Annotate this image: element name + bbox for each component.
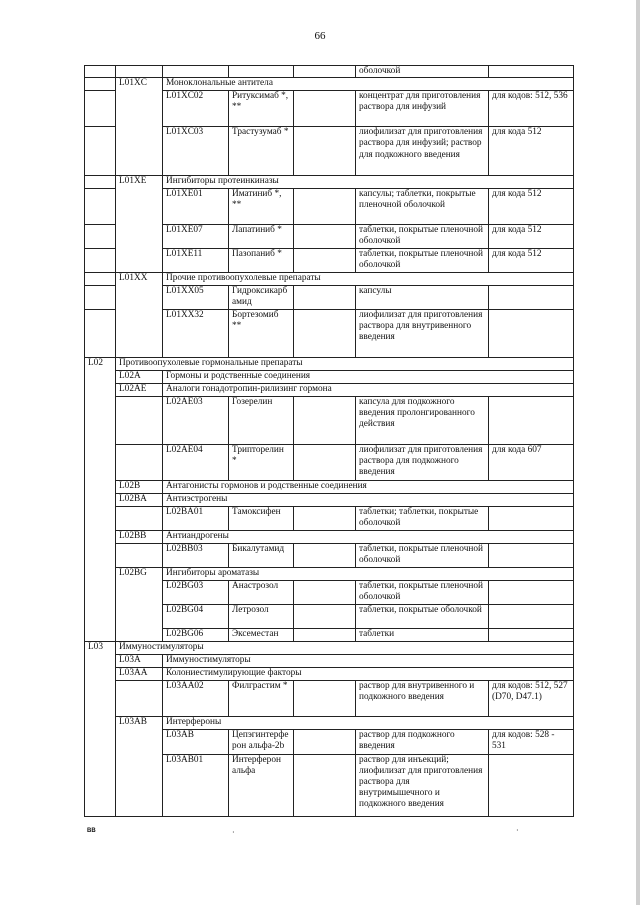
indication-codes-cell: для кода 512 xyxy=(489,225,574,249)
dosage-form-cell: капсулы xyxy=(356,286,489,309)
level2-code-cell: L01XE xyxy=(116,176,163,273)
table-row xyxy=(85,370,574,383)
drug-name-cell: Анастрозол xyxy=(229,580,294,604)
empty-cell xyxy=(85,66,116,78)
drug-name-cell: Ритуксимаб *, ** xyxy=(229,91,294,127)
empty-cell xyxy=(294,754,356,816)
table-row xyxy=(85,176,574,189)
level1-name-cell: Иммуностимуляторы xyxy=(116,641,574,654)
dosage-form-cell: таблетки, покрытые пленочной оболочкой xyxy=(356,249,489,273)
indication-codes-cell xyxy=(489,66,574,78)
table-row xyxy=(85,493,574,506)
dosage-form-cell: лиофилизат для приготовления раствора для инфузий; раствор для подкожного введения xyxy=(356,127,489,176)
dosage-form-cell: лиофилизат для приготовления раствора для подкожного введения xyxy=(356,444,489,480)
dosage-form-cell: оболочкой xyxy=(356,66,489,78)
drug-name-cell: Гидроксикарбамид xyxy=(229,286,294,309)
dosage-form-cell: таблетки, покрытые пленочной оболочкой xyxy=(356,543,489,567)
empty-cell xyxy=(294,506,356,530)
indication-codes-cell: для кода 512 xyxy=(489,127,574,176)
dosage-form-cell: капсулы; таблетки, покрытые пленочной оболочкой xyxy=(356,189,489,225)
drug-name-cell: Пазопаниб * xyxy=(229,249,294,273)
level2-name-cell: Прочие противоопухолевые препараты xyxy=(163,273,574,286)
atc-code-cell: L01XX05 xyxy=(163,286,229,309)
level2-code-cell: L01XX xyxy=(116,273,163,357)
empty-cell xyxy=(294,680,356,716)
level2-name-cell: Ингибиторы ароматазы xyxy=(163,567,574,580)
level2-name-cell: Гормоны и родственные соединения xyxy=(163,370,574,383)
table-row xyxy=(85,716,574,729)
atc-code-cell: L01XC02 xyxy=(163,91,229,127)
level2-name-cell: Иммуностимуляторы xyxy=(163,654,574,667)
empty-cell xyxy=(116,543,163,567)
level1-code-cell: L03 xyxy=(85,641,116,816)
empty-cell xyxy=(85,78,116,91)
level2-name-cell: Колониестимулирующие факторы xyxy=(163,667,574,680)
empty-cell xyxy=(294,249,356,273)
indication-codes-cell: для кода 512 xyxy=(489,189,574,225)
dosage-form-cell: раствор для подкожного введения xyxy=(356,729,489,754)
level2-name-cell: Интерфероны xyxy=(163,716,574,729)
dosage-form-cell: капсула для подкожного введения пролонгированного действия xyxy=(356,396,489,444)
atc-code-cell: L02BG03 xyxy=(163,580,229,604)
dosage-form-cell: раствор для внутривенного и подкожного введения xyxy=(356,680,489,716)
dosage-form-cell: таблетки xyxy=(356,628,489,641)
atc-code-cell: L03AB01 xyxy=(163,754,229,816)
indication-codes-cell: для кодов: 512, 536 xyxy=(489,91,574,127)
atc-code-cell: L03AB xyxy=(163,729,229,754)
table-row xyxy=(85,383,574,396)
empty-cell xyxy=(116,66,163,78)
indication-codes-cell xyxy=(489,543,574,567)
drug-name-cell: Трастузумаб * xyxy=(229,127,294,176)
empty-cell xyxy=(85,249,116,273)
level2-code-cell: L03A xyxy=(116,654,163,667)
dosage-form-cell: таблетки, покрытые пленочной оболочкой xyxy=(356,225,489,249)
table-row xyxy=(85,444,574,480)
level2-name-cell: Антиандрогены xyxy=(163,530,574,543)
table-row xyxy=(85,506,574,530)
drug-name-cell: Тамоксифен xyxy=(229,506,294,530)
level1-name-cell: Противоопухолевые гормональные препараты xyxy=(116,357,574,370)
empty-cell xyxy=(294,127,356,176)
level2-code-cell: L02BA xyxy=(116,493,163,506)
drug-name-cell: Трипторелин * xyxy=(229,444,294,480)
drug-name-cell: Филграстим * xyxy=(229,680,294,716)
level2-code-cell: L01XC xyxy=(116,78,163,176)
page-edge xyxy=(636,0,640,905)
table-row xyxy=(85,396,574,444)
empty-cell xyxy=(116,680,163,716)
atc-code-cell xyxy=(163,66,229,78)
atc-code-cell: L02BG06 xyxy=(163,628,229,641)
dosage-form-cell: таблетки; таблетки, покрытые оболочкой xyxy=(356,506,489,530)
drug-name-cell: Цепэгинтерферон альфа-2b xyxy=(229,729,294,754)
indication-codes-cell xyxy=(489,604,574,628)
level2-name-cell: Антиэстрогены xyxy=(163,493,574,506)
empty-cell xyxy=(85,189,116,225)
empty-cell xyxy=(85,273,116,286)
atc-code-cell: L02AE03 xyxy=(163,396,229,444)
dosage-form-cell: лиофилизат для приготовления раствора для внутривенного введения xyxy=(356,309,489,357)
table-row xyxy=(85,357,574,370)
page-number: 66 xyxy=(314,30,326,42)
atc-code-cell: L01XC03 xyxy=(163,127,229,176)
drug-name-cell xyxy=(229,66,294,78)
table-row xyxy=(85,530,574,543)
indication-codes-cell xyxy=(489,396,574,444)
drug-name-cell: Гозерелин xyxy=(229,396,294,444)
table-row xyxy=(85,680,574,716)
level2-name-cell: Моноклональные антитела xyxy=(163,78,574,91)
empty-cell xyxy=(294,91,356,127)
level1-code-cell: L02 xyxy=(85,357,116,641)
atc-code-cell: L01XE07 xyxy=(163,225,229,249)
table-row xyxy=(85,641,574,654)
drug-name-cell: Бортезомиб ** xyxy=(229,309,294,357)
level2-code-cell: L03AB xyxy=(116,716,163,816)
table-row xyxy=(85,567,574,580)
level2-code-cell: L02BB xyxy=(116,530,163,543)
empty-cell xyxy=(294,396,356,444)
empty-cell xyxy=(116,396,163,444)
atc-code-cell: L02BG04 xyxy=(163,604,229,628)
empty-cell xyxy=(294,628,356,641)
level2-code-cell: L03AA xyxy=(116,667,163,680)
level2-code-cell: L02AE xyxy=(116,383,163,396)
empty-cell xyxy=(294,604,356,628)
indication-codes-cell: для кода 512 xyxy=(489,249,574,273)
dosage-form-cell: таблетки, покрытые пленочной оболочкой xyxy=(356,580,489,604)
table-row xyxy=(85,66,574,78)
level2-name-cell: Аналоги гонадотропин-рилизинг гормона xyxy=(163,383,574,396)
level2-code-cell: L02B xyxy=(116,480,163,493)
indication-codes-cell: для кодов: 512, 527 (D70, D47.1) xyxy=(489,680,574,716)
table-row xyxy=(85,480,574,493)
empty-cell xyxy=(85,176,116,189)
indication-codes-cell: для кода 607 xyxy=(489,444,574,480)
empty-cell xyxy=(294,189,356,225)
atc-code-cell: L03AA02 xyxy=(163,680,229,716)
empty-cell xyxy=(85,91,116,127)
dosage-form-cell: концентрат для приготовления раствора для инфузий xyxy=(356,91,489,127)
atc-code-cell: L01XE01 xyxy=(163,189,229,225)
drug-name-cell: Бикалутамид xyxy=(229,543,294,567)
empty-cell xyxy=(116,444,163,480)
drug-name-cell: Лапатиниб * xyxy=(229,225,294,249)
empty-cell xyxy=(294,729,356,754)
empty-cell xyxy=(294,286,356,309)
drug-table xyxy=(84,65,574,817)
indication-codes-cell xyxy=(489,580,574,604)
level2-code-cell: L02A xyxy=(116,370,163,383)
indication-codes-cell xyxy=(489,286,574,309)
indication-codes-cell xyxy=(489,754,574,816)
indication-codes-cell xyxy=(489,628,574,641)
dosage-form-cell: таблетки, покрытые оболочкой xyxy=(356,604,489,628)
drug-name-cell: Иматиниб *, ** xyxy=(229,189,294,225)
empty-cell xyxy=(85,127,116,176)
empty-cell xyxy=(294,309,356,357)
scan-mark: · xyxy=(232,828,235,837)
table-row xyxy=(85,273,574,286)
drug-name-cell: Летрозол xyxy=(229,604,294,628)
empty-cell xyxy=(85,286,116,309)
drug-name-cell: Эксеместан xyxy=(229,628,294,641)
empty-cell xyxy=(116,506,163,530)
level2-name-cell: Антагонисты гормонов и родственные соединения xyxy=(163,480,574,493)
atc-code-cell: L02AE04 xyxy=(163,444,229,480)
table-row xyxy=(85,654,574,667)
footer-code: ВВ xyxy=(87,828,96,834)
level2-name-cell: Ингибиторы протеинкиназы xyxy=(163,176,574,189)
empty-cell xyxy=(85,309,116,357)
empty-cell xyxy=(294,225,356,249)
level2-code-cell: L02BG xyxy=(116,567,163,641)
dosage-form-cell: раствор для инъекций; лиофилизат для приготовления раствора для внутримышечного и подкожного введения xyxy=(356,754,489,816)
empty-cell xyxy=(294,580,356,604)
atc-code-cell: L02BA01 xyxy=(163,506,229,530)
empty-cell xyxy=(294,66,356,78)
indication-codes-cell xyxy=(489,506,574,530)
atc-code-cell: L01XE11 xyxy=(163,249,229,273)
indication-codes-cell xyxy=(489,309,574,357)
table-row xyxy=(85,543,574,567)
atc-code-cell: L01XX32 xyxy=(163,309,229,357)
table-row xyxy=(85,78,574,91)
scan-mark: · xyxy=(516,826,519,835)
drug-name-cell: Интерферон альфа xyxy=(229,754,294,816)
empty-cell xyxy=(85,225,116,249)
empty-cell xyxy=(294,444,356,480)
indication-codes-cell: для кодов: 528 - 531 xyxy=(489,729,574,754)
table-row xyxy=(85,667,574,680)
atc-code-cell: L02BB03 xyxy=(163,543,229,567)
empty-cell xyxy=(294,543,356,567)
